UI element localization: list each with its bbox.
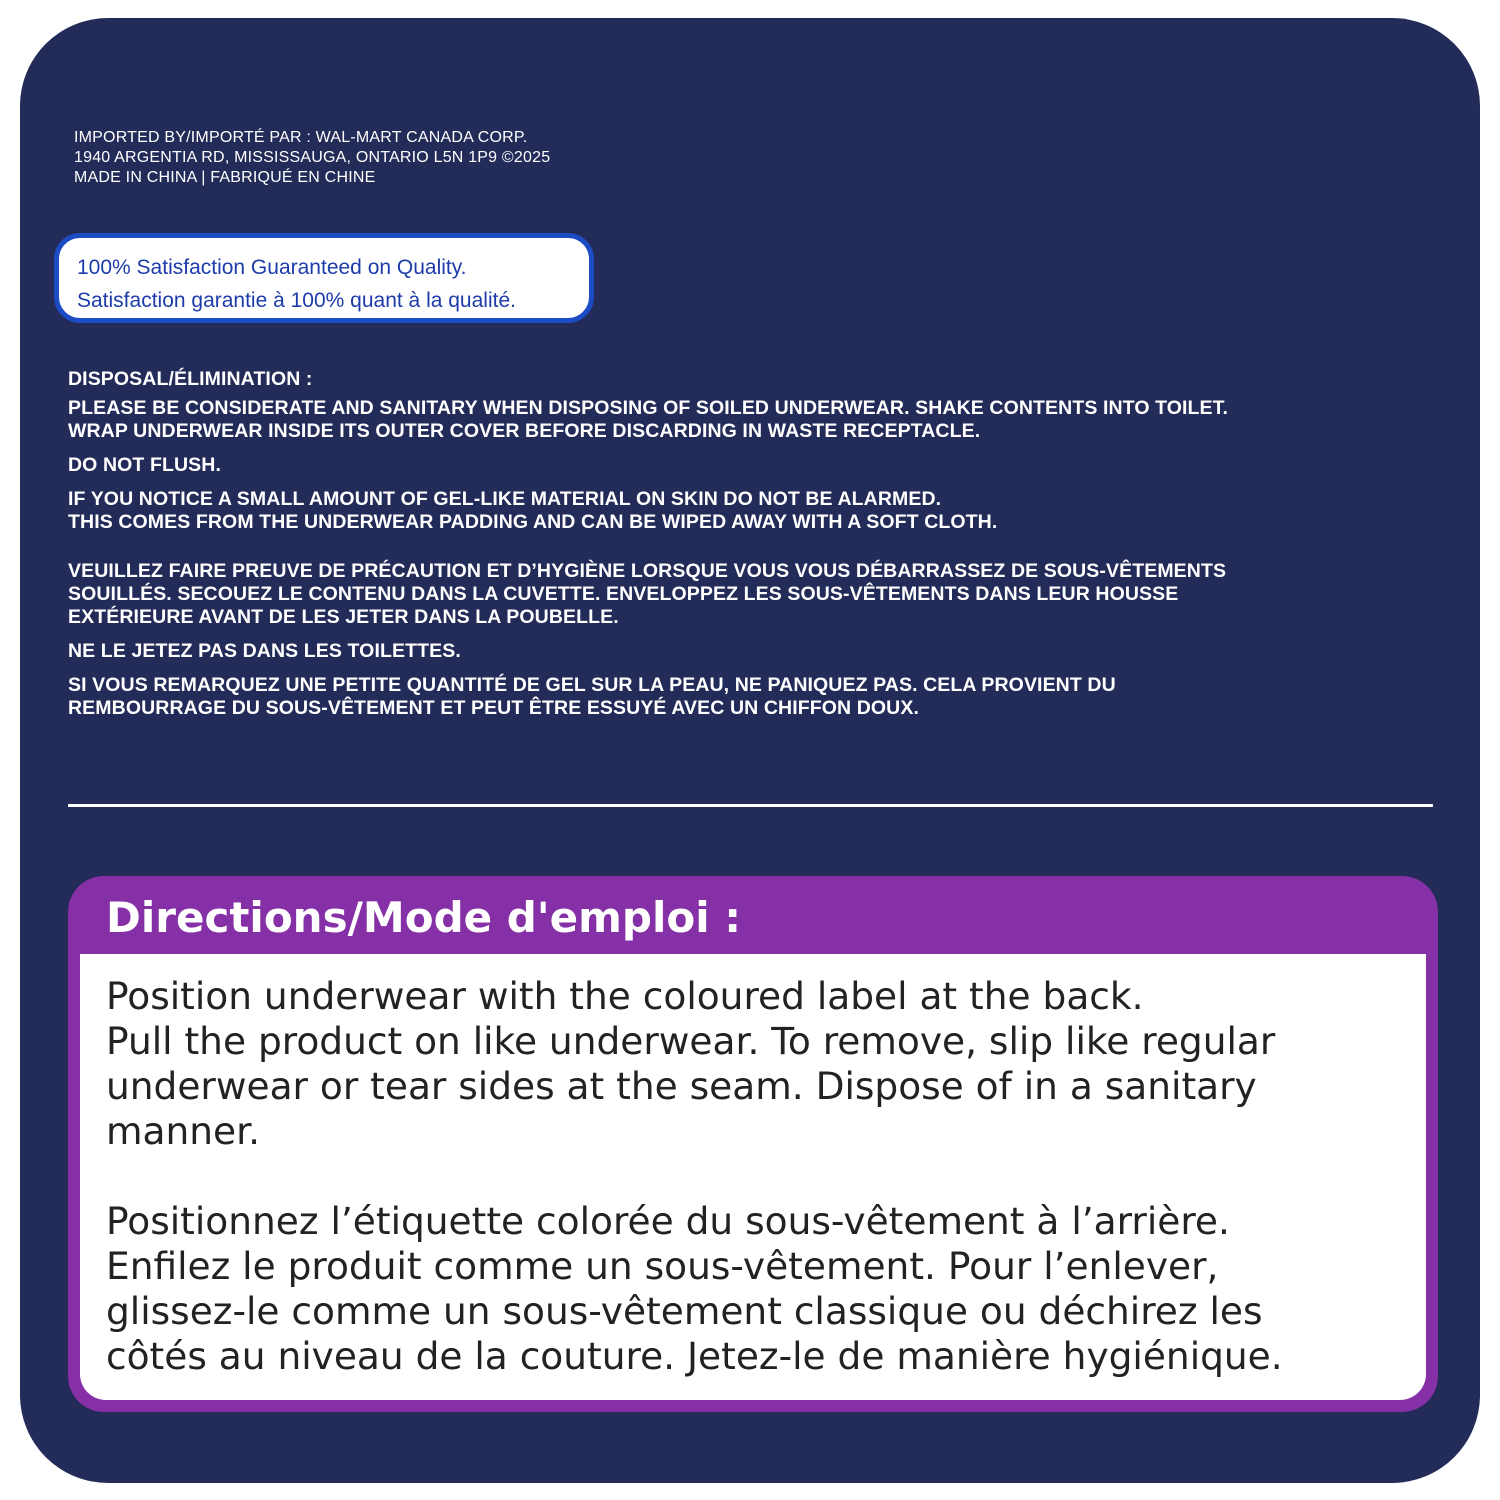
address-line: 1940 ARGENTIA RD, MISSISSAUGA, ONTARIO L5N 1P9 ©2025 xyxy=(74,149,551,166)
package-panel xyxy=(20,18,1480,1483)
disposal-en-gel-note: IF YOU NOTICE A SMALL AMOUNT OF GEL-LIKE MATERIAL ON SKIN DO NOT BE ALARMED. THIS COMES FROM THE UNDERWEAR PADDING AND CAN BE WIPED AWAY WITH A SOFT CLOTH. xyxy=(68,488,998,533)
satisfaction-guarantee-badge xyxy=(54,233,594,323)
disposal-heading: DISPOSAL/ÉLIMINATION : xyxy=(68,368,313,390)
disposal-fr-instructions: VEUILLEZ FAIRE PREUVE DE PRÉCAUTION ET D’HYGIÈNE LORSQUE VOUS VOUS DÉBARRASSEZ DE SOUS-VÊTEMENTS SOUILLÉS. SECOUEZ LE CONTENU DANS LA CUVETTE. ENVELOPPEZ LES SOUS-VÊTEMENTS DANS LEUR HOUSSE EXTÉRIEURE AVANT DE LES JETER DANS LA POUBELLE. xyxy=(68,560,1227,628)
directions-body xyxy=(80,954,1426,1400)
importer-line: IMPORTED BY/IMPORTÉ PAR : WAL-MART CANADA CORP. xyxy=(74,129,528,146)
directions-box xyxy=(68,876,1438,1412)
disposal-section xyxy=(68,368,1468,731)
disposal-fr-gel-note: SI VOUS REMARQUEZ UNE PETITE QUANTITÉ DE GEL SUR LA PEAU, NE PANIQUEZ PAS. CELA PROVIENT DU REMBOURRAGE DU SOUS-VÊTEMENT ET PEUT ÊTRE ESSUYÉ AVEC UN CHIFFON DOUX. xyxy=(68,674,1116,719)
directions-text-en: Position underwear with the coloured label at the back. Pull the product on like underwear. To remove, slip like regular underwear or tear sides at the seam. Dispose of in a sanitary manner. xyxy=(106,974,1276,1153)
directions-text-fr: Positionnez l’étiquette colorée du sous-vêtement à l’arrière. Enfilez le produit comme un sous-vêtement. Pour l’enlever, glissez-le comme un sous-vêtement classique ou déchirez les côtés au niveau de la couture. Jetez-le de manière hygiénique. xyxy=(106,1199,1283,1378)
guarantee-text-fr: Satisfaction garantie à 100% quant à la qualité. xyxy=(77,289,516,312)
section-divider xyxy=(68,804,1433,807)
importer-info xyxy=(74,128,550,188)
disposal-fr-do-not-flush: NE LE JETEZ PAS DANS LES TOILETTES. xyxy=(68,640,461,662)
directions-title: Directions/Mode d'emploi : xyxy=(106,893,742,942)
disposal-en-do-not-flush: DO NOT FLUSH. xyxy=(68,454,221,476)
guarantee-text-en: 100% Satisfaction Guaranteed on Quality. xyxy=(77,256,467,279)
origin-line: MADE IN CHINA | FABRIQUÉ EN CHINE xyxy=(74,169,376,186)
disposal-en-instructions: PLEASE BE CONSIDERATE AND SANITARY WHEN DISPOSING OF SOILED UNDERWEAR. SHAKE CONTENTS INTO TOILET. WRAP UNDERWEAR INSIDE ITS OUTER COVER BEFORE DISCARDING IN WASTE RECEPTACLE. xyxy=(68,397,1229,442)
